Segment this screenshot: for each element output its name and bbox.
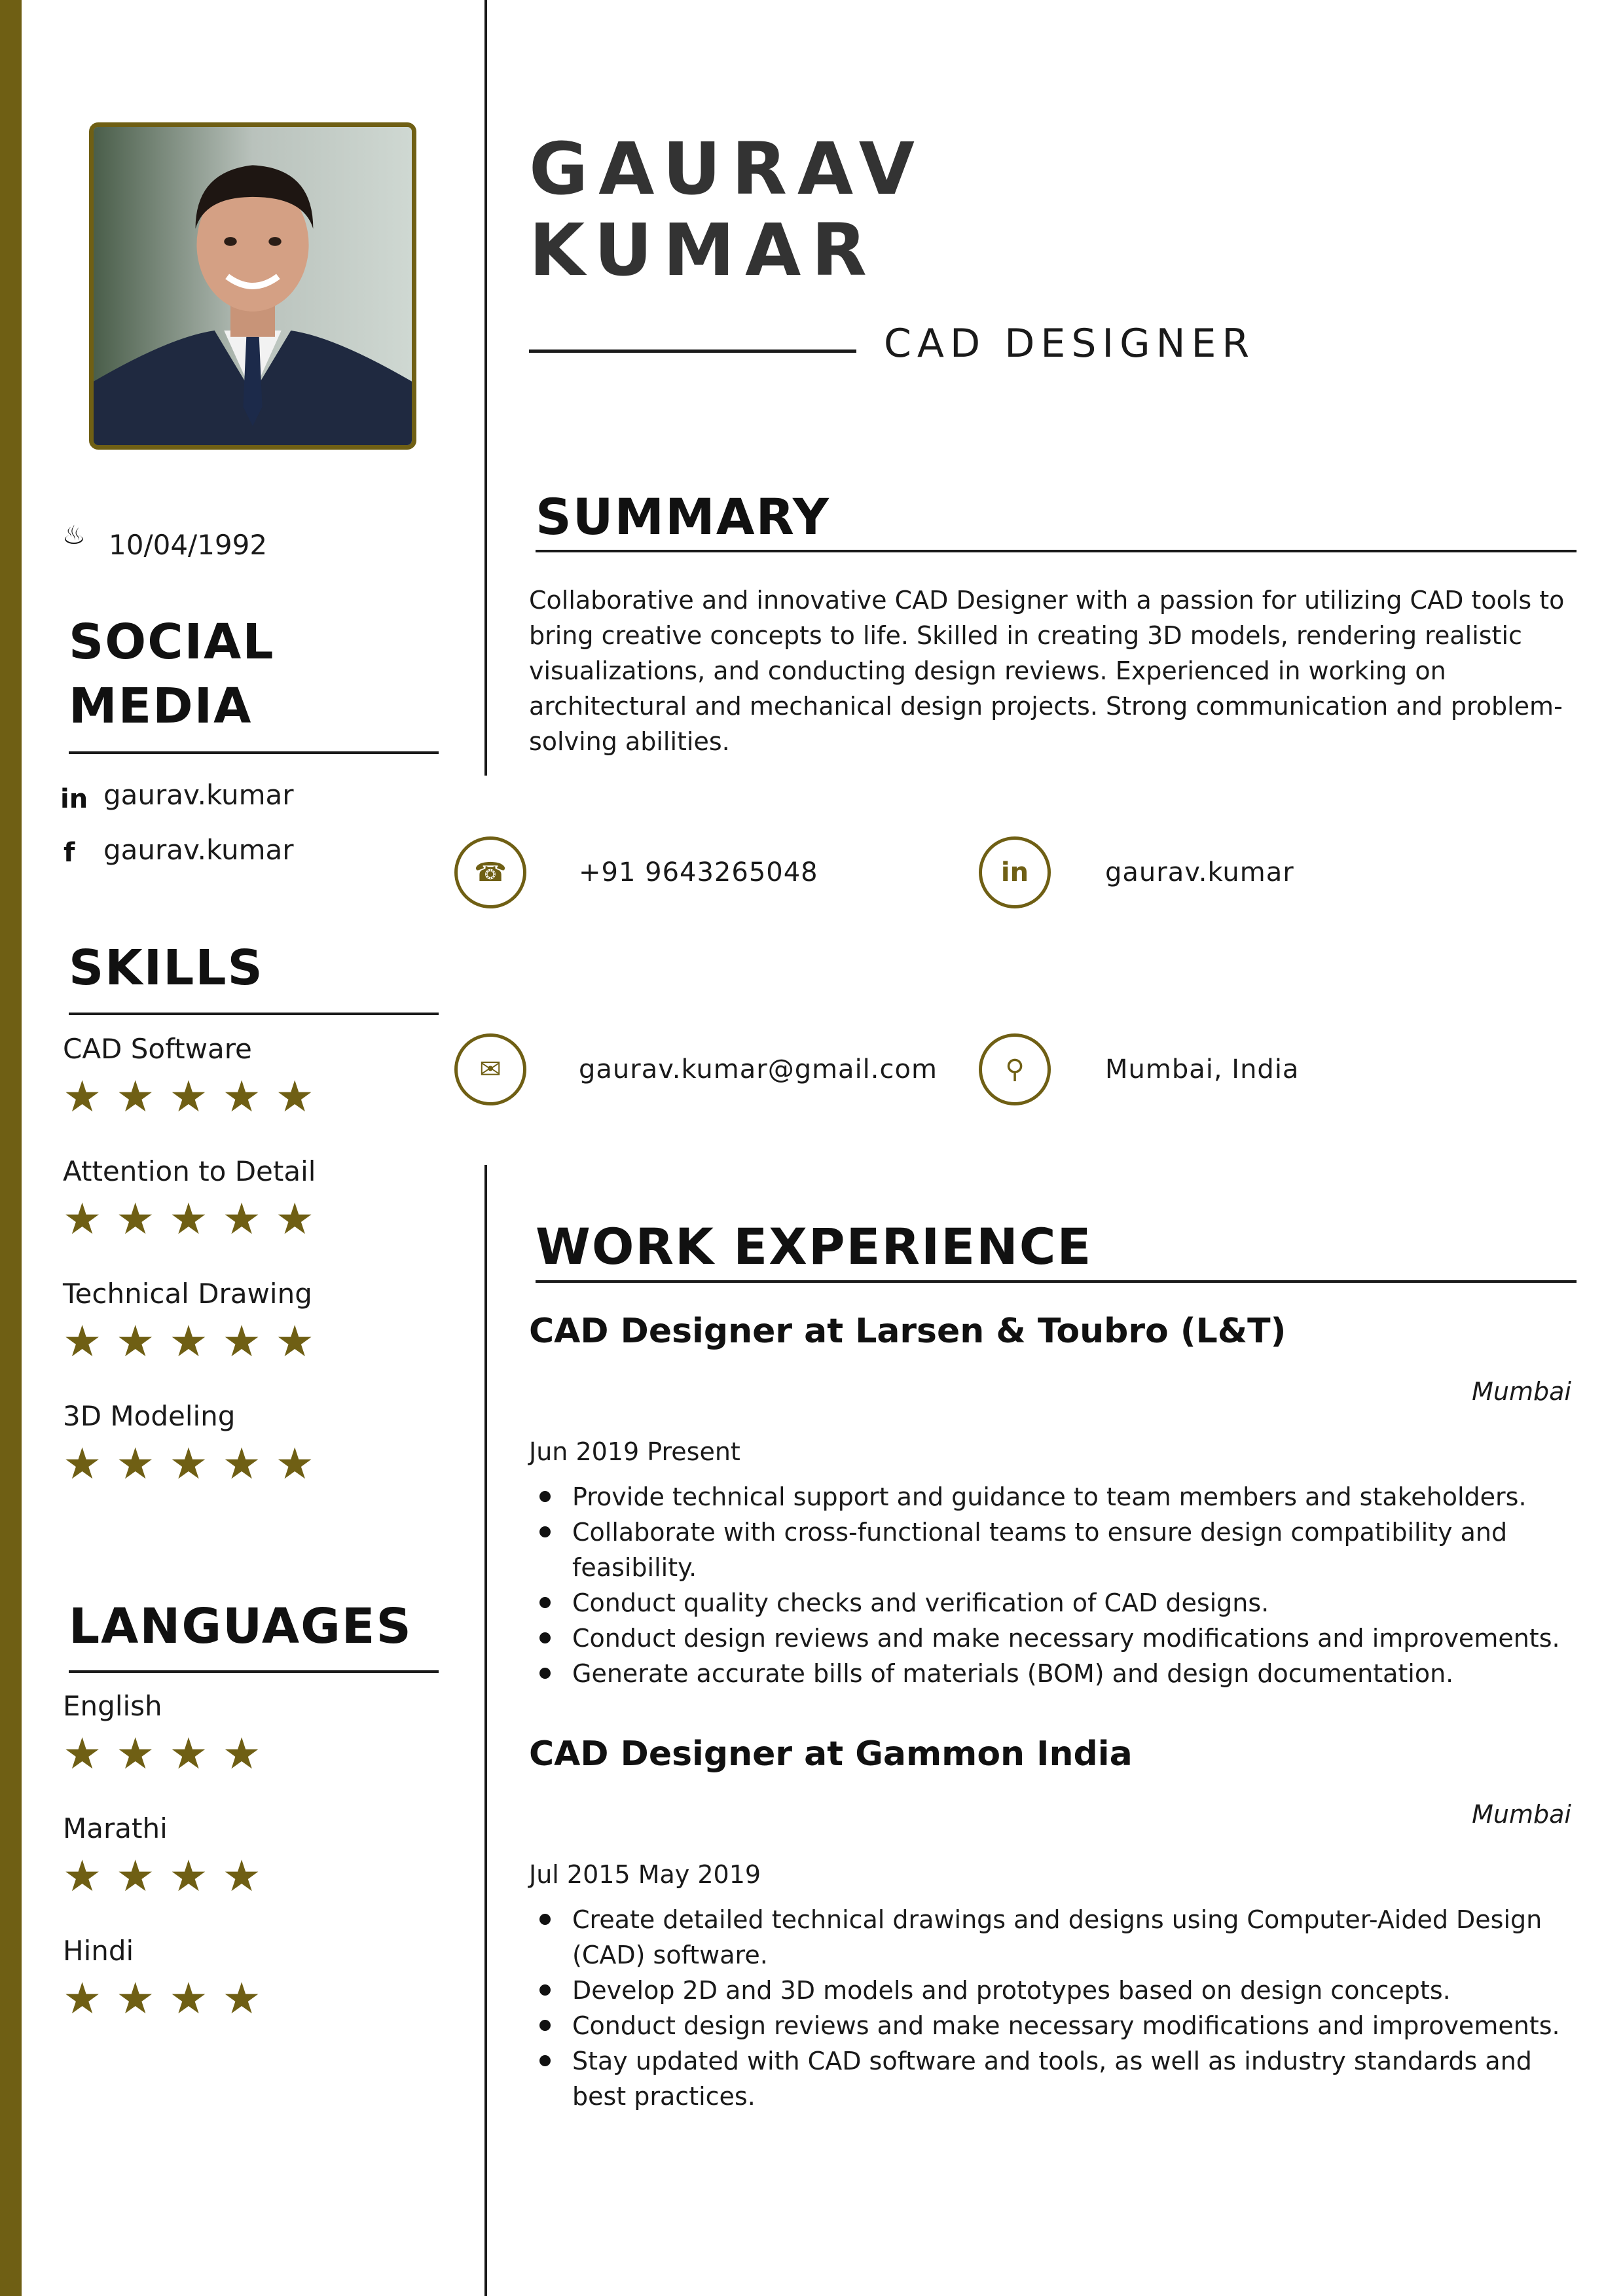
social-facebook-handle[interactable]: gaurav.kumar — [103, 834, 294, 866]
work-experience-rule — [536, 1280, 1577, 1283]
list-item: Generate accurate bills of materials (BOM) and design documentation. — [572, 1656, 1594, 1691]
summary-text: Collaborative and innovative CAD Designer with a passion for utilizing CAD tools to bring creative concepts to life. Skilled in creating 3D models, rendering realistic visualizations, and conducting design reviews. Experienced in working on architectural and mechanical design projects. Strong communication and problem-solving abilities. — [529, 586, 1565, 756]
skill-rating-stars: ★★★★★ — [63, 1316, 329, 1367]
skill-rating-stars: ★★★★★ — [63, 1194, 329, 1244]
list-item: Provide technical support and guidance to team members and stakeholders. — [572, 1479, 1594, 1515]
language-name: English — [63, 1690, 162, 1722]
linkedin-icon: in — [60, 784, 88, 814]
column-divider-bottom — [484, 1165, 487, 2296]
list-item: Develop 2D and 3D models and prototypes based on design concepts. — [572, 1973, 1594, 2008]
job-heading: CAD Designer at Larsen & Toubro (L&T) — [529, 1312, 1286, 1351]
birthday-cake-icon: ♨ — [62, 520, 86, 550]
contact-location: Mumbai, India — [1105, 1054, 1300, 1085]
language-name: Marathi — [63, 1812, 168, 1844]
languages-rule — [69, 1670, 439, 1673]
facebook-icon: f — [64, 838, 75, 868]
last-name: KUMAR — [529, 208, 877, 292]
accent-sidebar-bar — [0, 0, 22, 2296]
languages-heading: LANGUAGES — [69, 1598, 412, 1655]
skill-name: Attention to Detail — [63, 1155, 316, 1187]
job-dates: Jul 2015 May 2019 — [529, 1860, 761, 1889]
skills-rule — [69, 1013, 439, 1015]
work-experience-heading: WORK EXPERIENCE — [536, 1217, 1093, 1276]
job-title-rule — [529, 350, 856, 353]
skill-rating-stars: ★★★★★ — [63, 1071, 329, 1122]
birth-date: 10/04/1992 — [109, 529, 268, 561]
job-title: CAD DESIGNER — [884, 321, 1256, 367]
language-rating-stars: ★★★★ — [63, 1729, 276, 1779]
location-pin-icon: ⚲ — [979, 1033, 1051, 1105]
first-name: GAURAV — [529, 127, 925, 211]
social-linkedin-handle[interactable]: gaurav.kumar — [103, 779, 294, 811]
phone-icon: ☎ — [454, 836, 526, 908]
list-item: Conduct design reviews and make necessary modifications and improvements. — [572, 1621, 1594, 1656]
list-item: Collaborate with cross-functional teams to ensure design compatibility and feasibility. — [572, 1515, 1594, 1585]
job-dates: Jun 2019 Present — [529, 1437, 740, 1466]
list-item: Stay updated with CAD software and tools, as well as industry standards and best practices. — [572, 2043, 1594, 2114]
skills-heading: SKILLS — [69, 940, 264, 996]
job-bullet-list — [529, 1902, 1594, 2114]
skill-rating-stars: ★★★★★ — [63, 1439, 329, 1489]
language-rating-stars: ★★★★ — [63, 1851, 276, 1901]
job-bullet-list — [529, 1479, 1594, 1691]
list-item: Conduct quality checks and verification of CAD designs. — [572, 1585, 1594, 1621]
skill-name: Technical Drawing — [63, 1278, 312, 1310]
contact-phone[interactable]: +91 9643265048 — [579, 857, 818, 888]
social-media-rule — [69, 751, 439, 754]
job-location: Mumbai — [1472, 1800, 1571, 1829]
list-item: Conduct design reviews and make necessary modifications and improvements. — [572, 2008, 1594, 2043]
linkedin-icon: in — [979, 836, 1051, 908]
skill-name: 3D Modeling — [63, 1400, 236, 1432]
list-item: Create detailed technical drawings and designs using Computer-Aided Design (CAD) software. — [572, 1902, 1594, 1973]
language-name: Hindi — [63, 1935, 134, 1967]
summary-rule — [536, 550, 1577, 552]
column-divider-top — [484, 0, 487, 776]
email-icon: ✉ — [454, 1033, 526, 1105]
language-rating-stars: ★★★★ — [63, 1973, 276, 2024]
job-location: Mumbai — [1472, 1377, 1571, 1406]
skill-name: CAD Software — [63, 1033, 252, 1065]
contact-linkedin[interactable]: gaurav.kumar — [1105, 857, 1294, 888]
summary-heading: SUMMARY — [536, 488, 830, 546]
contact-email[interactable]: gaurav.kumar@gmail.com — [579, 1054, 938, 1085]
profile-photo — [89, 122, 416, 450]
job-heading: CAD Designer at Gammon India — [529, 1734, 1133, 1774]
social-media-heading: SOCIAL MEDIA — [69, 614, 275, 734]
